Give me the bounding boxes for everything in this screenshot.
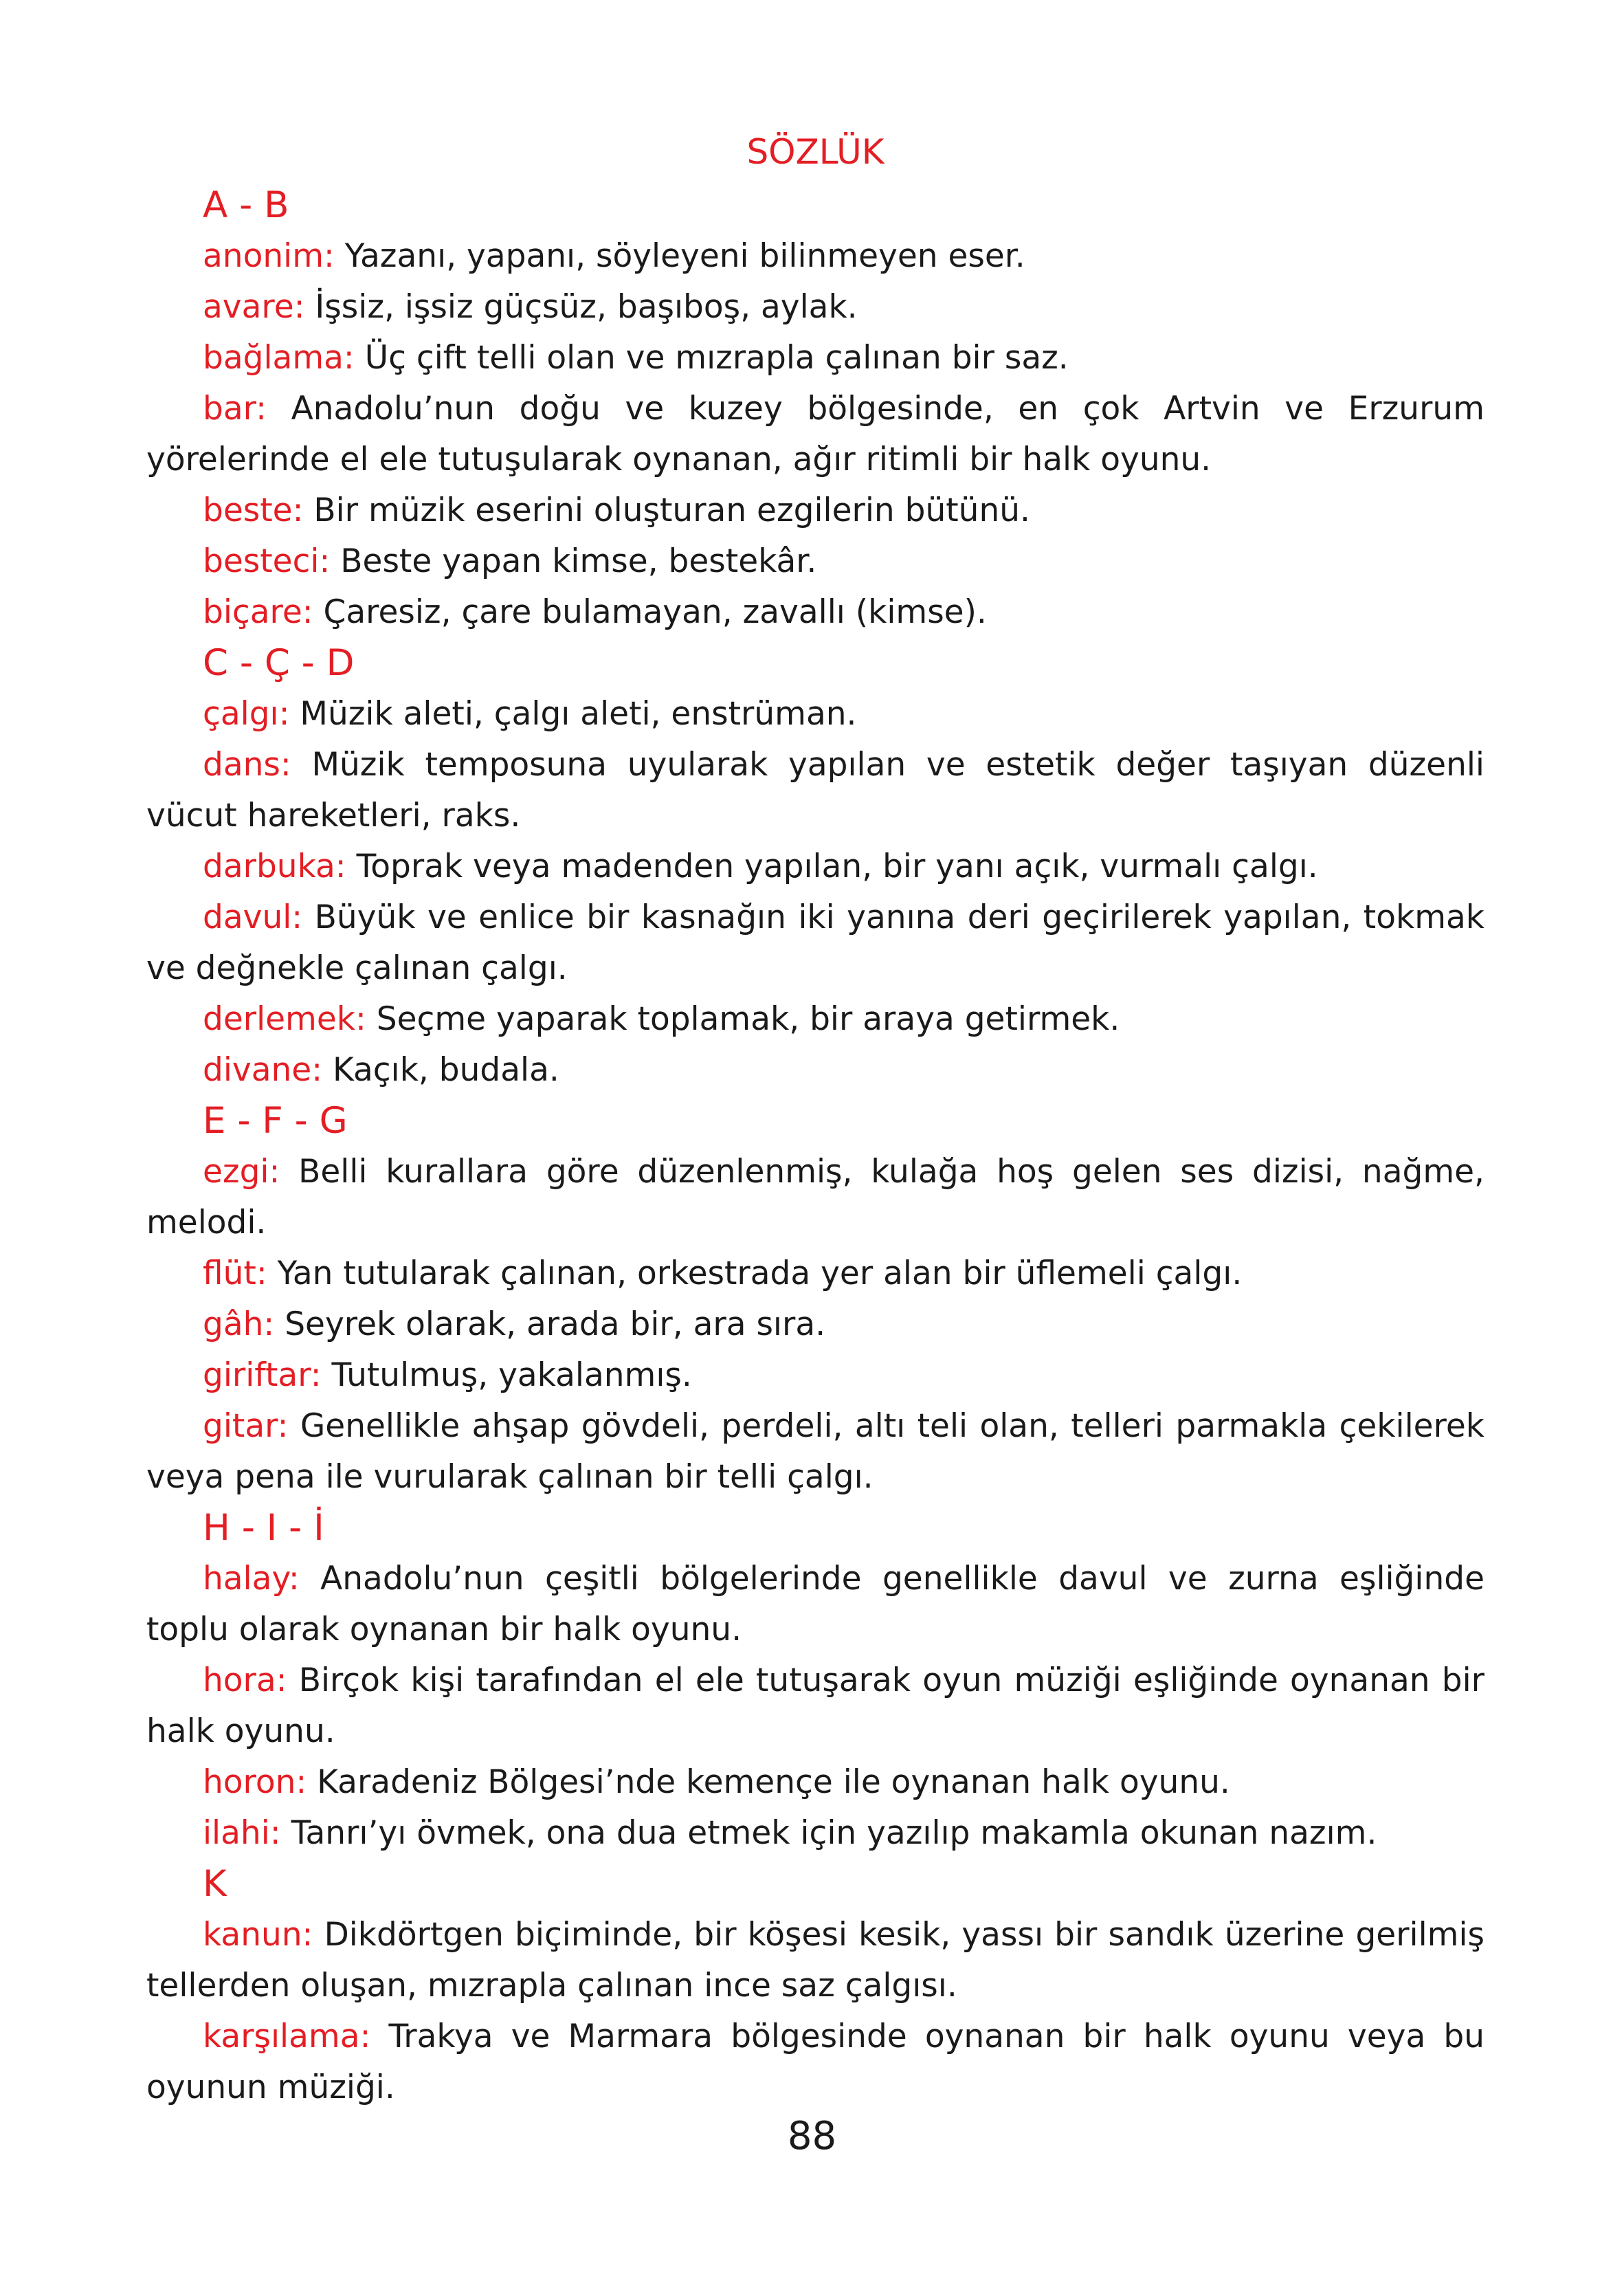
entry-definition: Anadolu’nun doğu ve kuzey bölgesinde, en çok Artvin ve Erzurum yörelerinde el ele tutuşularak oynanan, ağır ritimli bir halk oyunu. [146, 390, 1484, 478]
glossary-entry [146, 282, 1484, 333]
entry-definition: Seçme yaparak toplamak, bir araya getirmek. [376, 1000, 1120, 1038]
page-number: 88 [787, 2114, 837, 2159]
entry-term: besteci: [203, 542, 331, 580]
section-heading: C - Ç - D [203, 642, 355, 684]
glossary-entry [146, 1910, 1484, 2011]
glossary-entry [146, 485, 1484, 536]
glossary-entry [146, 740, 1484, 841]
entry-term: bağlama: [203, 339, 355, 377]
glossary-entry [146, 536, 1484, 587]
glossary-entry [146, 1757, 1484, 1808]
glossary-entry [146, 231, 1484, 282]
glossary-entry [146, 892, 1484, 994]
section-heading: E - F - G [203, 1100, 348, 1142]
section-heading: A - B [203, 184, 289, 226]
entry-definition: Toprak veya madenden yapılan, bir yanı açık, vurmalı çalgı. [356, 848, 1318, 885]
entry-term: kanun: [203, 1916, 313, 1954]
glossary-entry [146, 1808, 1484, 1859]
entry-definition: Trakya ve Marmara bölgesinde oynanan bir halk oyunu veya bu oyunun müziği. [146, 2018, 1484, 2106]
glossary-entry [146, 1655, 1484, 1757]
entry-definition: Tutulmuş, yakalanmış. [331, 1356, 692, 1394]
entry-definition: Tanrı’yı övmek, ona dua etmek için yazılıp makamla okunan nazım. [291, 1814, 1377, 1852]
entry-definition: Yazanı, yapanı, söyleyeni bilinmeyen eser. [344, 237, 1025, 275]
entry-term: flüt: [203, 1255, 267, 1292]
entry-term: karşılama: [203, 2018, 371, 2055]
glossary-entries [146, 180, 1484, 2113]
entry-definition: Birçok kişi tarafından el ele tutuşarak oyun müziği eşliğinde oynanan bir halk oyunu. [146, 1662, 1484, 1750]
entry-term: gitar: [203, 1407, 289, 1445]
entry-definition: Kaçık, budala. [333, 1051, 559, 1089]
entry-definition: Dikdörtgen biçiminde, bir köşesi kesik, yassı bir sandık üzerine gerilmiş tellerden oluşan, mızrapla çalınan ince saz çalgısı. [146, 1916, 1484, 2005]
entry-definition: Seyrek olarak, arada bir, ara sıra. [285, 1305, 826, 1343]
entry-definition: İşsiz, işsiz güçsüz, başıboş, aylak. [315, 288, 858, 326]
entry-definition: Yan tutularak çalınan, orkestrada yer alan bir üflemeli çalgı. [277, 1255, 1243, 1292]
entry-term: beste: [203, 492, 304, 529]
entry-term: gâh: [203, 1305, 275, 1343]
entry-definition: Üç çift telli olan ve mızrapla çalınan bir saz. [364, 339, 1069, 377]
glossary-entry [146, 1401, 1484, 1503]
entry-definition: Çaresiz, çare bulamayan, zavallı (kimse). [323, 593, 987, 631]
glossary-entry [146, 587, 1484, 638]
entry-definition: Genellikle ahşap gövdeli, perdeli, altı teli olan, telleri parmakla çekilerek veya pena ile vurularak çalınan bir telli çalgı. [146, 1407, 1484, 1496]
glossary-entry [146, 689, 1484, 740]
entry-term: halay: [203, 1560, 300, 1598]
entry-term: ilahi: [203, 1814, 281, 1852]
section-heading: H - I - İ [203, 1507, 324, 1549]
entry-term: horon: [203, 1763, 307, 1801]
dictionary-page [146, 131, 1484, 2113]
entry-definition: Bir müzik eserini oluşturan ezgilerin bütünü. [313, 492, 1030, 529]
entry-term: giriftar: [203, 1356, 322, 1394]
glossary-entry [146, 2011, 1484, 2113]
entry-definition: Karadeniz Bölgesi’nde kemençe ile oynanan halk oyunu. [317, 1763, 1230, 1801]
entry-term: davul: [203, 898, 303, 936]
glossary-entry [146, 841, 1484, 892]
entry-definition: Beste yapan kimse, bestekâr. [340, 542, 817, 580]
glossary-entry [146, 1248, 1484, 1299]
entry-term: biçare: [203, 593, 313, 631]
glossary-entry [146, 1299, 1484, 1350]
entry-term: dans: [203, 746, 291, 784]
entry-definition: Anadolu’nun çeşitli bölgelerinde genellikle davul ve zurna eşliğinde toplu olarak oynanan bir halk oyunu. [146, 1560, 1484, 1648]
entry-term: avare: [203, 288, 305, 326]
glossary-entry [146, 384, 1484, 485]
glossary-entry [146, 1554, 1484, 1655]
entry-term: derlemek: [203, 1000, 366, 1038]
glossary-entry [146, 994, 1484, 1045]
page-title: SÖZLÜK [746, 132, 885, 172]
entry-term: darbuka: [203, 848, 346, 885]
glossary-entry [146, 1350, 1484, 1401]
entry-term: ezgi: [203, 1153, 280, 1191]
entry-term: anonim: [203, 237, 335, 275]
entry-definition: Müzik aleti, çalgı aleti, enstrüman. [300, 695, 857, 733]
entry-term: divane: [203, 1051, 323, 1089]
glossary-entry [146, 1147, 1484, 1248]
entry-term: bar: [203, 390, 267, 428]
glossary-entry [146, 333, 1484, 384]
section-heading: K [203, 1863, 227, 1905]
entry-term: çalgı: [203, 695, 290, 733]
entry-definition: Belli kurallara göre düzenlenmiş, kulağa hoş gelen ses dizisi, nağme, melodi. [146, 1153, 1484, 1241]
glossary-entry [146, 1045, 1484, 1096]
entry-term: hora: [203, 1662, 287, 1699]
entry-definition: Büyük ve enlice bir kasnağın iki yanına deri geçirilerek yapılan, tokmak ve değnekle çalınan çalgı. [146, 898, 1484, 987]
entry-definition: Müzik temposuna uyularak yapılan ve estetik değer taşıyan düzenli vücut hareketleri, raks. [146, 746, 1484, 835]
